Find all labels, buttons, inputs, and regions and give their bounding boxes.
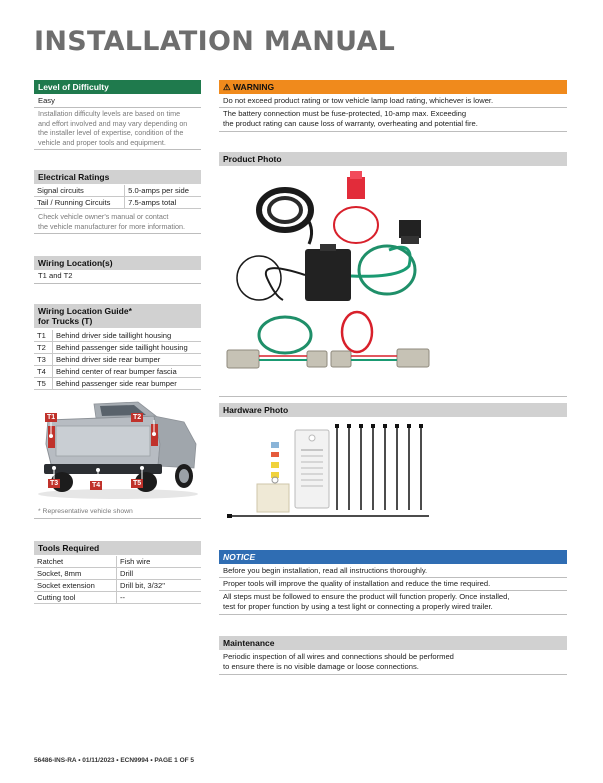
wiring-location-value: T1 and T2 [38,271,73,280]
location-guide-header-line: Wiring Location Guide* [38,306,132,316]
divider [34,107,201,108]
divider [34,518,201,519]
location-code: T1 [34,330,53,342]
location-code: T5 [34,378,53,390]
warning-triangle-icon: ⚠ [223,82,231,92]
maintenance-header: Maintenance [219,636,567,650]
page-title: INSTALLATION MANUAL [34,26,396,57]
location-desc: Behind driver side taillight housing [53,330,202,342]
notice-item: Before you begin installation, read all instructions thoroughly. [223,566,428,575]
table-row [34,342,201,354]
ratings-table [34,185,201,209]
truck-label-t2: T2 [133,414,142,421]
ratings-note [38,212,185,231]
truck-label-t5: T5 [133,480,142,487]
truck-label-t4: T4 [92,482,101,489]
location-desc: Behind passenger side taillight housing [53,342,202,354]
warning-title: WARNING [233,82,275,92]
divider [219,396,567,397]
location-guide-header-line: for Trucks (T) [38,316,93,326]
divider [219,614,567,615]
tool-item: Socket, 8mm [34,568,117,580]
divider [219,674,567,675]
tool-item: Fish wire [117,556,202,568]
divider [34,149,201,150]
location-code: T2 [34,342,53,354]
maintenance-text-line: Periodic inspection of all wires and connections should be performed [223,652,454,661]
difficulty-note-line: the installer level of expertise, condition of the [38,128,184,137]
notice-item: Proper tools will improve the quality of installation and reduce the time required. [223,579,491,588]
truck-caption: * Representative vehicle shown [38,508,133,515]
table-row [34,568,201,580]
page-footer: 56486-INS-RA • 01/11/2023 • ECN9994 • PAGE 1 OF 5 [34,757,195,764]
divider [34,233,201,234]
rating-label: Tail / Running Circuits [34,197,125,209]
tool-item: Socket extension [34,580,117,592]
product-photo-header: Product Photo [219,152,567,166]
location-desc: Behind driver side rear bumper [53,354,202,366]
location-guide-table [34,330,201,390]
hardware-photo [219,420,567,524]
warning-paragraph-line: The battery connection must be fuse-protected, 10-amp max. Exceeding [223,109,467,118]
notice-header: NOTICE [219,550,567,564]
table-row [34,580,201,592]
difficulty-level: Easy [38,96,55,105]
table-row [34,330,201,342]
divider [219,131,567,132]
table-row [34,185,201,197]
rating-value: 5.0-amps per side [125,185,201,197]
rating-value: 7.5-amps total [125,197,201,209]
divider [34,283,201,284]
wiring-location-header: Wiring Location(s) [34,256,201,270]
ratings-note-line: the vehicle manufacturer for more information. [38,221,186,231]
tool-item: Ratchet [34,556,117,568]
table-row [34,354,201,366]
difficulty-note [38,109,187,147]
notice-item [223,592,509,612]
ratings-note-line: Check vehicle owner's manual or contact [38,212,169,221]
divider [219,577,567,578]
difficulty-note-line: vehicle and proper tools and equipment. [38,137,166,147]
rating-label: Signal circuits [34,185,125,197]
maintenance-text [223,652,454,672]
table-row [34,197,201,209]
location-code: T3 [34,354,53,366]
location-desc: Behind center of rear bumper fascia [53,366,202,378]
maintenance-text-line: to ensure there is no visible damage or loose connections. [223,662,419,671]
notice-item-line: test for proper function by using a test light or connecting a properly wired trailer. [223,602,493,611]
table-row [34,366,201,378]
table-row [34,378,201,390]
warning-paragraph-line: the product rating can cause loss of warranty, overheating and potential fire. [223,119,478,128]
divider [219,590,567,591]
location-guide-header [34,304,201,328]
tool-item: Drill [117,568,202,580]
tool-item: Cutting tool [34,592,117,604]
table-row [34,556,201,568]
location-code: T4 [34,366,53,378]
hardware-photo-header: Hardware Photo [219,403,567,417]
notice-item-line: All steps must be followed to ensure the product will function properly. Once installed, [223,592,510,601]
product-photo [219,170,567,390]
warning-header [219,80,567,94]
location-desc: Behind passenger side rear bumper [53,378,202,390]
table-row [34,592,201,604]
tool-item: Drill bit, 3/32" [117,580,202,592]
ratings-header: Electrical Ratings [34,170,201,184]
tools-table [34,556,201,604]
warning-paragraph [223,109,478,129]
difficulty-note-line: Installation difficulty levels are based on time [38,109,181,118]
tools-header: Tools Required [34,541,201,555]
tool-item: -- [117,592,202,604]
truck-label-t1: T1 [47,414,56,421]
difficulty-header: Level of Difficulty [34,80,201,94]
divider [219,107,567,108]
warning-line: Do not exceed product rating or tow vehicle lamp load rating, whichever is lower. [223,96,494,105]
difficulty-note-line: and effort involved and may vary depending on [38,118,188,128]
truck-label-t3: T3 [50,480,59,487]
